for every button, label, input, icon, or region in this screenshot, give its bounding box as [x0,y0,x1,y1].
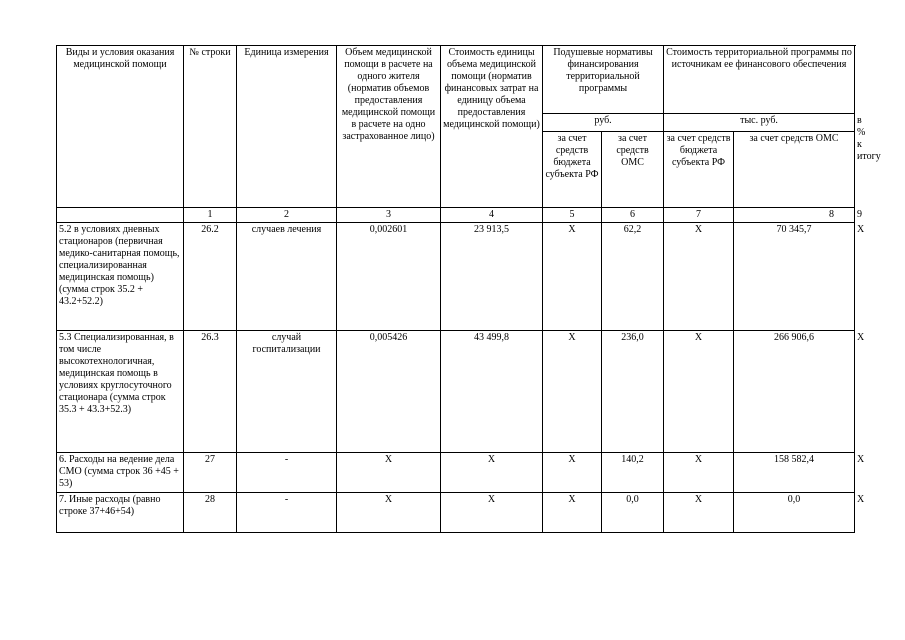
row-kind: 5.2 в условиях дневных стационаров (первичная медико-санитарная помощь, специализированная медицинская помощь) (сумма строк 35.2 + 43.2+52.2) [57,223,184,331]
row-tc-oms: 70 345,7 [734,223,855,331]
header-tc-budget: за счет средств бюджета субъекта РФ [664,132,734,208]
col-number: 3 [337,208,441,223]
row-tc-oms: 158 582,4 [734,453,855,493]
row-number: 26.3 [184,331,237,453]
row-volume: 0,005426 [337,331,441,453]
row-pc-oms: 140,2 [602,453,664,493]
header-unit-rub: руб. [543,114,664,132]
row-tc-budget: Х [664,453,734,493]
col-number-blank [57,208,184,223]
table-row: 6. Расходы на ведение дела СМО (сумма строк 36 +45 + 53) 27 - Х Х Х 140,2 Х 158 582,4 Х [57,453,855,493]
row-tc-oms: 0,0 [734,493,855,533]
col-number: 4 [441,208,543,223]
table-row: 7. Иные расходы (равно строке 37+46+54) 28 - Х Х Х 0,0 Х 0,0 Х [57,493,855,533]
row-unit: случай госпитализации [237,331,337,453]
row-kind: 7. Иные расходы (равно строке 37+46+54) [57,493,184,533]
row-number: 28 [184,493,237,533]
row-pc-budget: Х [543,493,602,533]
row-pc-budget: Х [543,223,602,331]
row-kind: 6. Расходы на ведение дела СМО (сумма строк 36 +45 + 53) [57,453,184,493]
row-unit: - [237,453,337,493]
col-number: 5 [543,208,602,223]
col-number: 8 [734,208,855,223]
row-pc-oms: 62,2 [602,223,664,331]
header-cost: Стоимость единицы объема медицинской помощи (норматив финансовых затрат на единицу объема предоставления медицинской помощи) [441,46,543,208]
row-cost: 23 913,5 [441,223,543,331]
header-row-no: № строки [184,46,237,208]
row-number: 26.2 [184,223,237,331]
row-volume: 0,002601 [337,223,441,331]
header-pc-budget: за счет средств бюджета субъекта РФ [543,132,602,208]
row-pc-budget: Х [543,453,602,493]
row-volume: Х [337,493,441,533]
table-row: 5.2 в условиях дневных стационаров (первичная медико-санитарная помощь, специализированная медицинская помощь) (сумма строк 35.2 + 43.2+52.2) 26.2 случаев лечения 0,002601 23 913,5 Х 62,2 Х 70 345,7 Х [57,223,855,331]
table-row: 5.3 Специализированная, в том числе высокотехнологичная, медицинская помощь в условиях круглосуточного стационара (сумма строк 35.3 + 43.3+52.3) 26.3 случай госпитализации 0,005426 43 499,8 Х 236,0 Х 266 906,6 Х [57,331,855,453]
row-unit: - [237,493,337,533]
col-number: 2 [237,208,337,223]
row-tc-oms: 266 906,6 [734,331,855,453]
row-tc-budget: Х [664,331,734,453]
row-cost: Х [441,453,543,493]
row-pc-oms: 236,0 [602,331,664,453]
header-volume: Объем медицинской помощи в расчете на одного жителя (норматив объемов предоставления медицинской помощи в расчете на одно застрахованное лицо) [337,46,441,208]
row-cost: 43 499,8 [441,331,543,453]
row-kind: 5.3 Специализированная, в том числе высокотехнологичная, медицинская помощь в условиях круглосуточного стационара (сумма строк 35.3 + 43.3+52.3) [57,331,184,453]
header-kinds: Виды и условия оказания медицинской помощи [57,46,184,208]
header-unit: Единица измерения [237,46,337,208]
program-cost-table: Виды и условия оказания медицинской помощи № строки Единица измерения Объем медицинской помощи в расчете на одного жителя (норматив объемов предоставления медицинской помощи в расчете на одно застрахованное лицо) Стоимость единицы объема медицинской помощи (норматив финансовых затрат на единицу объема предоставления медицинской помощи) Подушевые нормативы финансирования территориальной программы Стоимость территориальной программы по источникам ее финансового обеспечения руб. тыс. руб. в % к итогу за счет средств бюджета субъекта РФ за счет средств ОМС за счет средств бюджета субъекта РФ за счет средств ОМС 1 2 3 4 5 6 7 8 9 5.2 в условиях дневных стационаров (первичная медико-санитарная помощь, специализированная медицинская помощь) (сумма строк 35.2 + 43.2+52.2) 26.2 случаев лечения 0,002601 23 913,5 Х 62,2 Х 70 345,7 Х 5.3 Специализированная, в том числе высокотехнологичная, медицинская помощь в условиях круглосуточного стационара (сумма строк 35.3 + 43.3+52.3) 26.3 случай госпитализации 0,005426 43 499,8 Х 236,0 Х 266 906,6 Х 6. Расходы на ведение дела СМО (сумма строк 36 +45 + 53) 27 - Х Х Х 140,2 Х 158 582,4 Х 7. Иные расходы (равно строке 37+46+54) 28 - Х Х Х 0,0 Х 0,0 Х [56,45,855,533]
header-unit-thous-rub: тыс. руб. [664,114,855,132]
col-number: 7 [664,208,734,223]
row-pc-budget: Х [543,331,602,453]
row-volume: Х [337,453,441,493]
row-tc-budget: Х [664,493,734,533]
header-per-capita: Подушевые нормативы финансирования территориальной программы [543,46,664,114]
header-total-cost: Стоимость территориальной программы по источникам ее финансового обеспечения [664,46,855,114]
row-number: 27 [184,453,237,493]
header-tc-oms: за счет средств ОМС [734,132,855,208]
row-pc-oms: 0,0 [602,493,664,533]
row-unit: случаев лечения [237,223,337,331]
column-numbers-row: 1 2 3 4 5 6 7 8 9 [57,208,855,223]
header-pc-oms: за счет средств ОМС [602,132,664,208]
row-cost: Х [441,493,543,533]
col-number: 6 [602,208,664,223]
col-number: 1 [184,208,237,223]
row-tc-budget: Х [664,223,734,331]
